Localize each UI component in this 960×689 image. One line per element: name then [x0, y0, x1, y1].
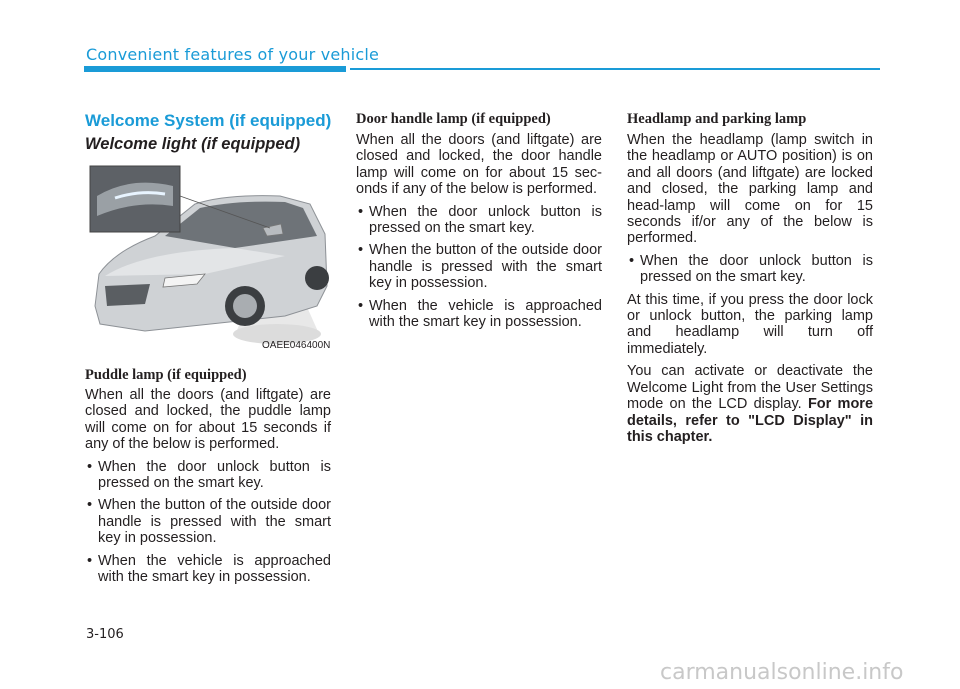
door-handle-lamp-bullets [356, 204, 602, 331]
headlamp-body: When the headlamp (lamp switch in the headlamp or AUTO position) is on and all doors (and liftgate) are locked and closed, the parking lamp and head-lamp will come on for 15 seconds if/or any of the below is performed. [627, 132, 873, 247]
subsection-title-door-handle-lamp: Door handle lamp (if equipped) [356, 111, 551, 127]
puddle-lamp-bullets [85, 459, 331, 586]
headlamp-body-2: At this time, if you press the door lock or unlock button, the parking lamp and headlamp will turn off immediately. [627, 291, 873, 357]
headlamp-bullets [627, 253, 873, 286]
puddle-lamp-body: When all the doors (and liftgate) are closed and locked, the puddle lamp will come on for about 15 seconds if any of the below is performed. [85, 387, 331, 453]
door-handle-lamp-text [356, 132, 602, 330]
subsection-title-welcome-light: Welcome light (if equipped) [85, 135, 301, 153]
headlamp-text [627, 132, 873, 445]
list-item: • When the button of the outside door handle is pressed with the smart key in possession. [87, 497, 331, 547]
door-handle-lamp-body: When all the doors (and liftgate) are closed and locked, the door handle lamp will come on for about 15 sec-onds if any of the below is performed. [356, 132, 602, 198]
car-illustration [85, 156, 332, 354]
list-item: • When the door unlock button is pressed on the smart key. [358, 203, 602, 237]
lcd-display-reference: For more details, refer to "LCD Display" in this chapter. [627, 396, 874, 445]
list-item: • When the door unlock button is pressed on the smart key. [629, 252, 873, 286]
welcome-light-figure [85, 156, 332, 354]
page-header-title: Convenient features of your vehicle [86, 45, 380, 64]
page-number: 3-106 [86, 627, 124, 642]
headlamp-body-3: You can activate or deactivate the Welcome Light from the User Settings mode on the LCD display. For more details, refer to "LCD Display" in this chapter. [627, 363, 874, 445]
list-item: • When the vehicle is approached with the smart key in possession. [358, 297, 602, 331]
car-grille [105, 284, 150, 306]
header-rule-thin [350, 68, 880, 70]
list-item: • When the door unlock button is pressed on the smart key. [87, 458, 331, 492]
figure-caption: OAEE046400N [262, 340, 331, 351]
list-item: • When the button of the outside door handle is pressed with the smart key in possession. [358, 242, 602, 292]
subsection-title-headlamp-parking: Headlamp and parking lamp [627, 111, 807, 127]
subsection-title-puddle-lamp: Puddle lamp (if equipped) [85, 367, 247, 383]
header-rule-thick [84, 66, 346, 72]
section-title-welcome-system: Welcome System (if equipped) [85, 111, 332, 130]
rear-wheel [305, 266, 329, 290]
puddle-lamp-text [85, 387, 331, 585]
list-item: • When the vehicle is approached with the smart key in possession. [87, 552, 331, 586]
watermark: carmanualsonline.info [660, 660, 904, 685]
